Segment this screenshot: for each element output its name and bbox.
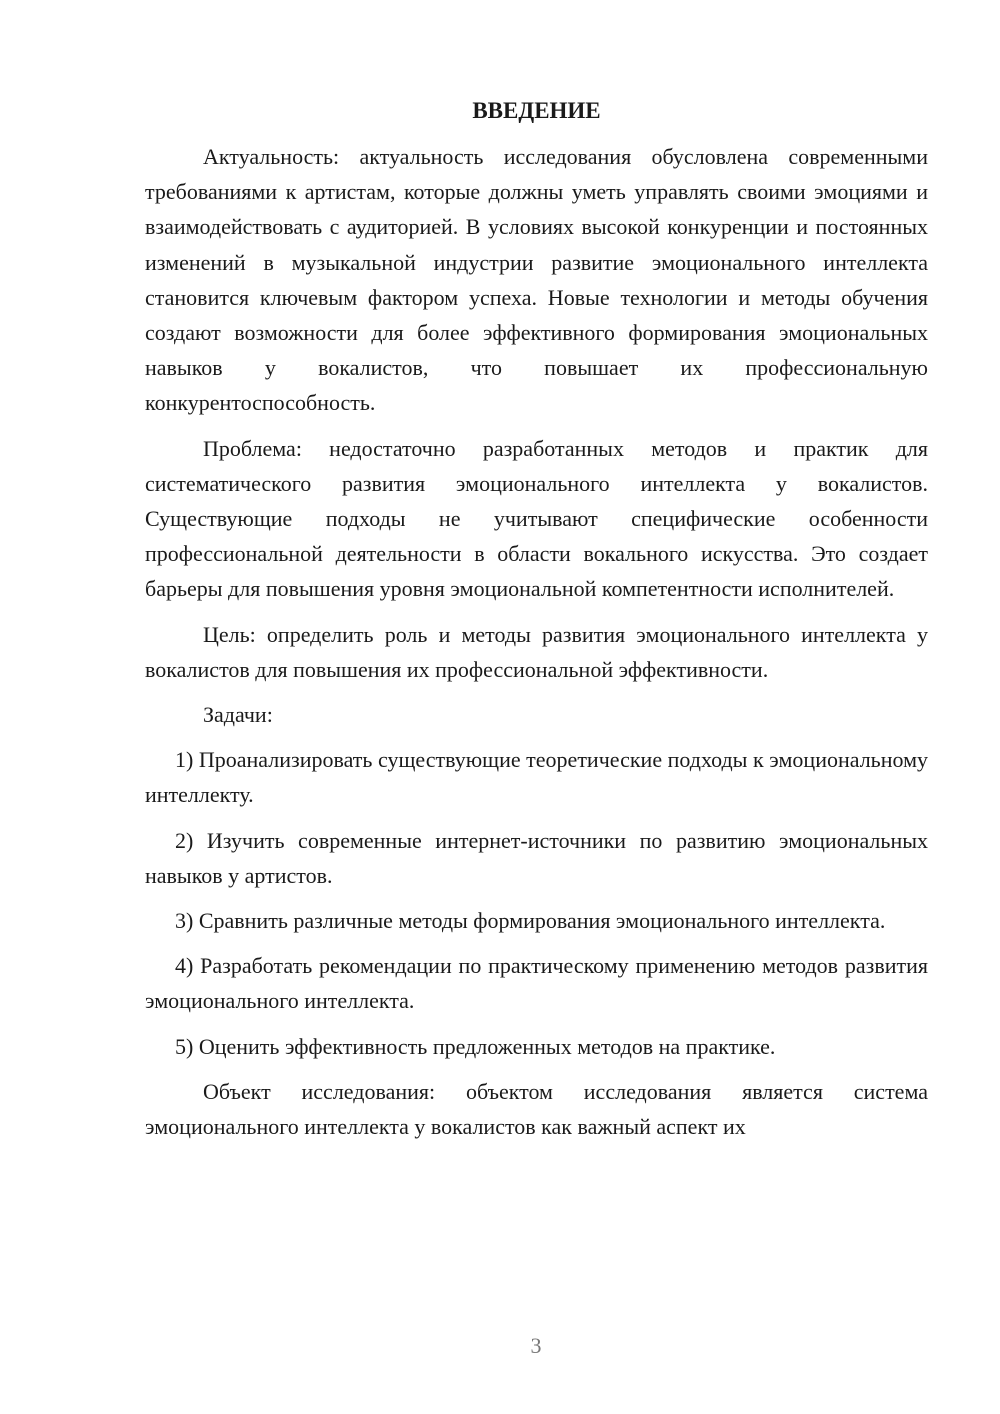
task-item: 3) Сравнить различные методы формирования эмоционального интеллекта.	[175, 908, 886, 934]
problem-paragraph: Проблема: недостаточно разработанных методов и практик для систематического развития эмоционального интеллекта у вокалистов. Существующие подходы не учитывают специфические особенности профессиональной деятельности в области вокального искусства. Это создает барьеры для повышения уровня эмоциональной компетентности исполнителей.	[145, 435, 928, 602]
page-number: 3	[530, 1333, 542, 1358]
document-page	[145, 96, 928, 1154]
object-paragraph: Объект исследования: объектом исследования является система эмоционального интеллекта у вокалистов как важный аспект их	[145, 1078, 928, 1140]
task-item: 4) Разработать рекомендации по практическому применению методов развития эмоционального интеллекта.	[145, 953, 928, 1014]
task-item: 1) Проанализировать существующие теоретические подходы к эмоциональному интеллекту.	[145, 747, 928, 808]
tasks-label: Задачи:	[203, 702, 273, 728]
goal-paragraph: Цель: определить роль и методы развития эмоционального интеллекта у вокалистов для повышения их профессиональной эффективности.	[145, 621, 928, 682]
relevance-paragraph: Актуальность: актуальность исследования обусловлена современными требованиями к артистам, которые должны уметь управлять своими эмоциями и взаимодействовать с аудиторией. В условиях высокой конкуренции и постоянных изменений в музыкальной индустрии развитие эмоционального интеллекта становится ключевым фактором успеха. Новые технологии и методы обучения создают возможности для более эффективного формирования эмоциональных навыков у вокалистов, что повышает их профессиональную конкурентоспособность.	[145, 144, 928, 416]
section-heading: ВВЕДЕНИЕ	[472, 98, 601, 123]
task-item: 5) Оценить эффективность предложенных методов на практике.	[175, 1033, 776, 1059]
task-item: 2) Изучить современные интернет-источники по развитию эмоциональных навыков у артистов.	[145, 827, 928, 888]
